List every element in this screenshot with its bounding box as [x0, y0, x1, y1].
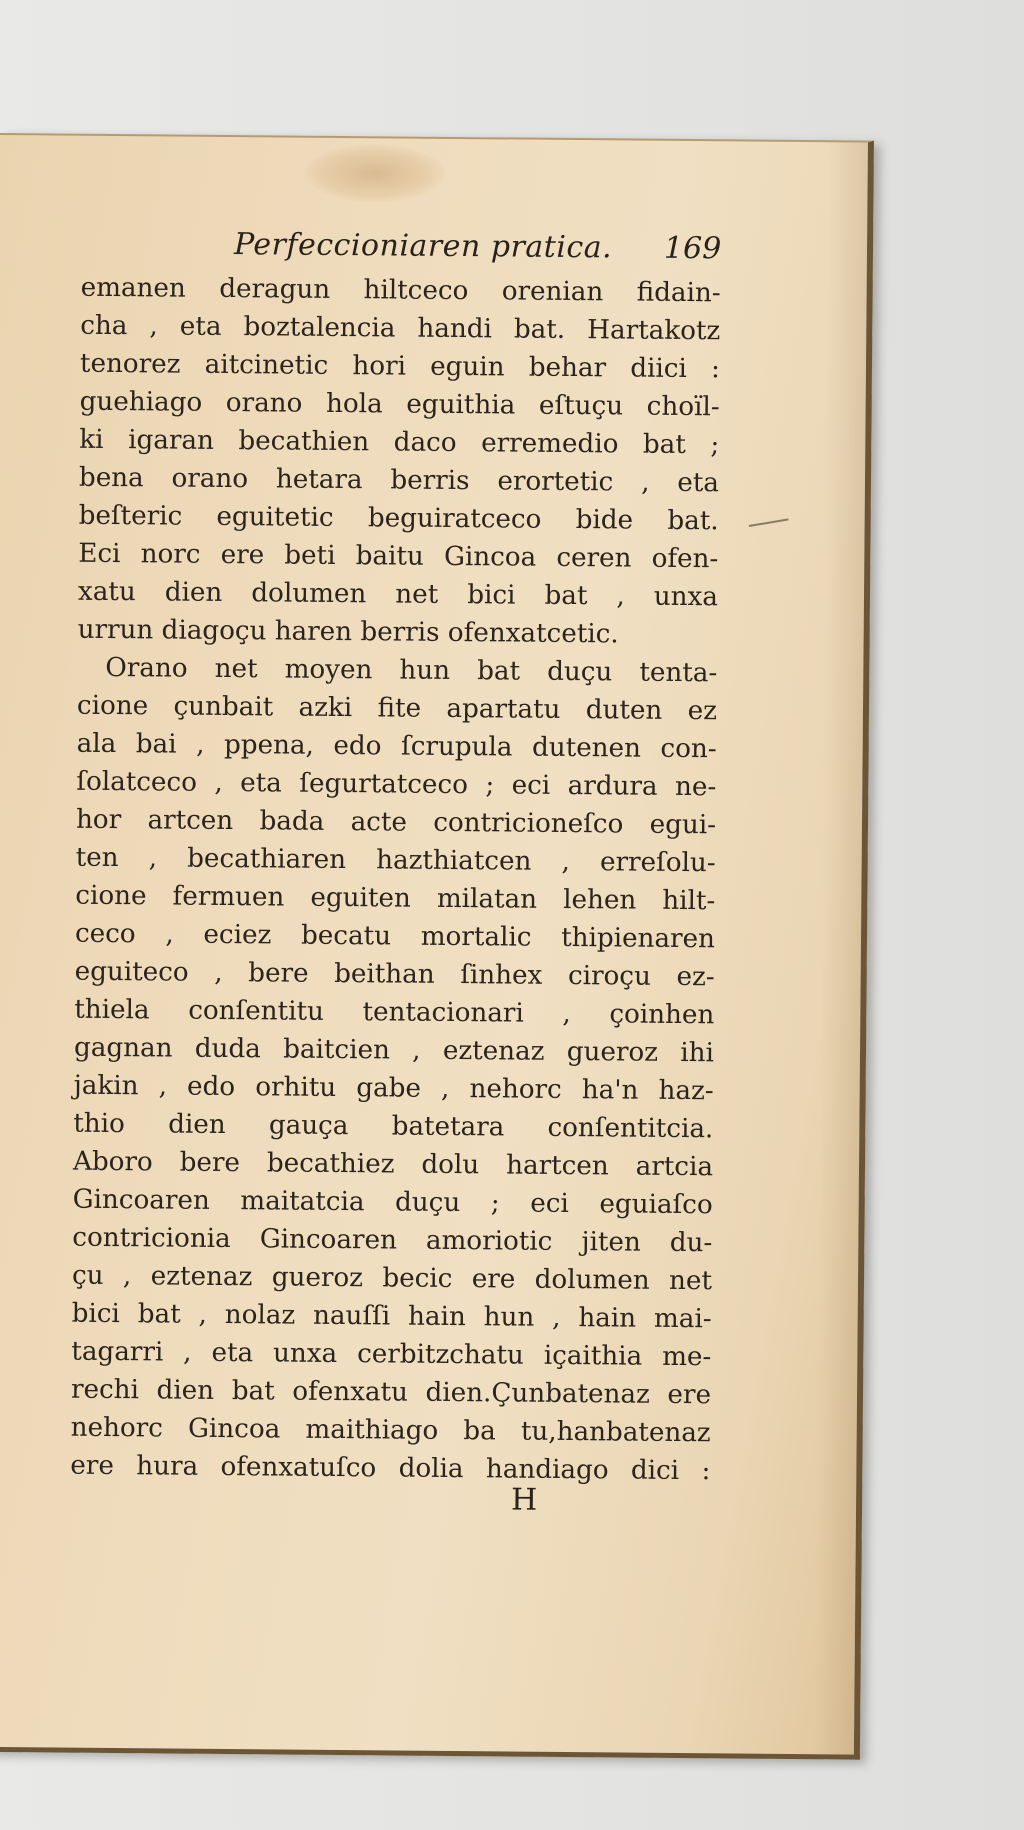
- text-line: eguiteco , bere beithan ſinhex ciroçu ez-: [74, 956, 715, 993]
- text-line: ala bai , ppena, edo ſcrupula dutenen con-: [76, 728, 717, 765]
- text-line: tagarri , eta unxa cerbitzchatu içaithia me-: [71, 1336, 712, 1373]
- text-line: cha , eta boztalencia handi bat. Hartakotz: [80, 310, 721, 347]
- text-line: jakin , edo orhitu gabe , nehorc ha'n haz-: [73, 1070, 714, 1107]
- margin-mark: [749, 518, 789, 527]
- running-head: [234, 227, 734, 275]
- text-line: ten , becathiaren hazthiatcen , erreſolu-: [75, 842, 716, 879]
- text-line: beſteric eguitetic beguiratceco bide bat.: [78, 500, 719, 537]
- text-line: nehorc Gincoa maithiago ba tu,hanbatenaz: [70, 1412, 711, 1449]
- text-line: hor artcen bada acte contricioneſco egui-: [75, 804, 717, 841]
- text-line: tenorez aitcinetic hori eguin behar diici :: [79, 348, 721, 385]
- text-line: Aboro bere becathiez dolu hartcen artcia: [72, 1146, 714, 1183]
- text-line: thio dien gauça batetara conſentitcia.: [73, 1108, 714, 1145]
- running-title: Perfeccioniaren pratica.: [233, 227, 613, 266]
- text-line: xatu dien dolumen net bici bat , unxa: [77, 576, 719, 613]
- text-line: emanen deragun hiltceco orenian fidain-: [80, 272, 721, 309]
- text-line: çu , eztenaz gueroz becic ere dolumen net: [71, 1260, 713, 1297]
- text-line: contricionia Gincoaren amoriotic jiten du-: [72, 1222, 713, 1259]
- text-line: ceco , eciez becatu mortalic thipienaren: [74, 918, 716, 955]
- text-line: Gincoaren maitatcia duçu ; eci eguiaſco: [72, 1184, 713, 1221]
- page-number: 169: [663, 230, 722, 267]
- text-line: ſolatceco , eta ſegurtatceco ; eci ardura ne-: [76, 766, 717, 803]
- body-text: [70, 269, 721, 1491]
- text-line: ere hura ofenxatuſco dolia handiago dici :: [70, 1450, 711, 1487]
- text-line: bici bat , nolaz nauſſi hain hun , hain mai-: [71, 1298, 712, 1335]
- book-page: [0, 133, 874, 1760]
- page-edge-shadow: [814, 142, 868, 1754]
- paper-stain: [304, 144, 445, 203]
- text-line: ki igaran becathien daco erremedio bat ;: [79, 424, 720, 461]
- text-line: bena orano hetara berris erortetic , eta: [78, 462, 720, 499]
- text-line: rechi dien bat ofenxatu dien.Çunbatenaz ere: [70, 1374, 712, 1411]
- text-line: cione fermuen eguiten milatan lehen hilt-: [75, 880, 716, 917]
- text-line: urrun diagoçu haren berris ofenxatcetic.: [77, 614, 619, 650]
- paragraph-start-line: Orano net moyen hun bat duçu tenta-: [105, 652, 718, 689]
- text-line: cione çunbait azki fite apartatu duten ez: [76, 690, 718, 727]
- text-line: gagnan duda baitcien , eztenaz gueroz ihi: [73, 1032, 715, 1069]
- text-line: guehiago orano hola eguithia eſtuçu choïl-: [79, 386, 720, 423]
- text-line: Eci norc ere beti baitu Gincoa ceren ofen-: [78, 538, 719, 575]
- signature-mark: H: [510, 1482, 538, 1518]
- text-line: thiela conſentitu tentacionari , çoinhen: [74, 994, 715, 1031]
